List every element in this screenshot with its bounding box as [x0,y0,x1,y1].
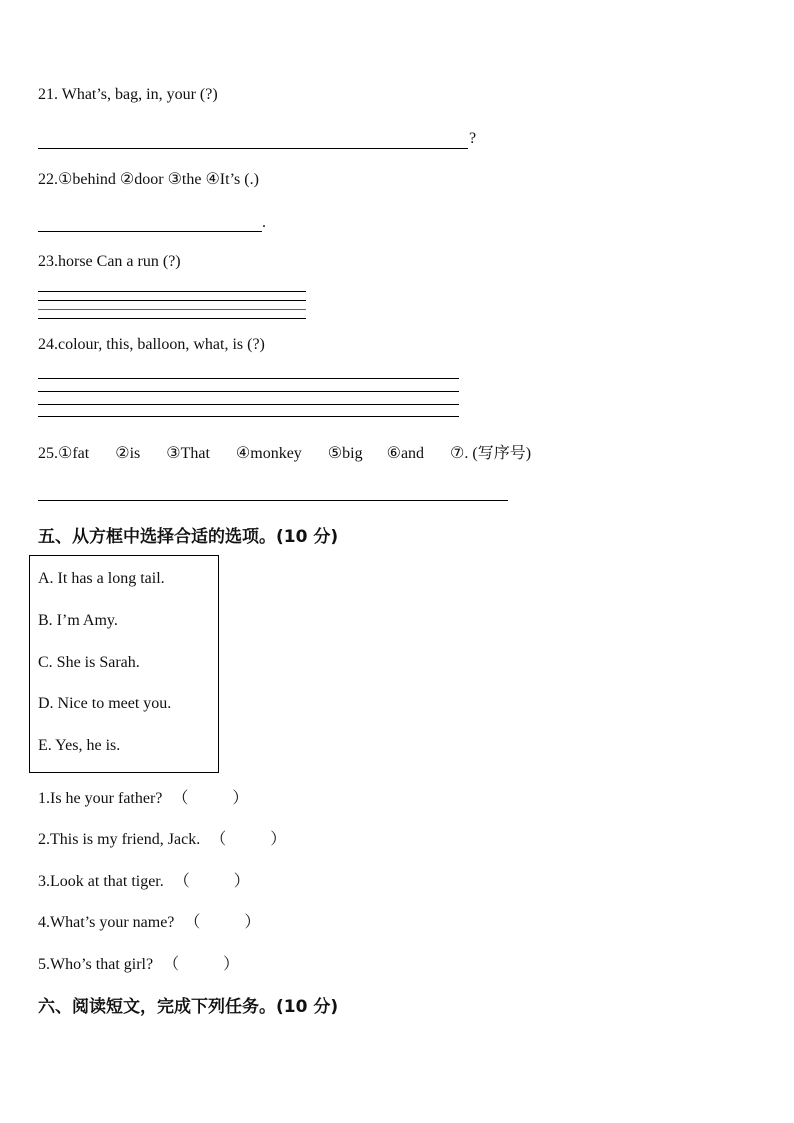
question-text: 1.Is he your father? [38,790,163,807]
writing-line-23-b [38,300,306,301]
option-e: E. Yes, he is. [38,737,121,754]
answer-21-end-mark: ? [469,130,477,147]
open-paren: （ [172,790,189,807]
close-paren: ） [233,873,250,890]
question-5-2 [38,826,286,849]
question-text: 4.What’s your name? [38,914,175,931]
q25-word-3: ③That [166,445,210,462]
answer-line-25 [38,500,508,501]
close-paren: ） [223,956,240,973]
q25-word-5: ⑤big [327,445,363,462]
question-21-prompt: 21. What’s, bag, in, your (?) [38,86,218,103]
question-text: 5.Who’s that girl? [38,956,154,973]
section-6-heading: 六、阅读短文，完成下列任务。(10 分) [38,997,339,1017]
answer-22-end-mark: . [262,214,266,231]
question-23-prompt: 23.horse Can a run (?) [38,253,181,270]
close-paren: ） [244,914,261,931]
q25-word-1: 25.①fat [38,445,90,462]
section-5-heading: 五、从方框中选择合适的选项。(10 分) [38,527,339,547]
close-paren: ） [270,831,287,848]
question-25-prompt [38,440,531,463]
q25-word-2: ②is [115,445,141,462]
open-paren: （ [173,873,190,890]
writing-line-23-d [38,318,306,319]
question-text: 2.This is my friend, Jack. [38,831,201,848]
close-paren: ） [232,790,249,807]
question-5-1 [38,785,248,808]
q25-word-6: ⑥and [386,445,425,462]
option-c: C. She is Sarah. [38,654,140,671]
writing-line-23-c [38,309,306,310]
open-paren: （ [184,914,201,931]
answer-line-22 [38,231,262,232]
writing-line-24-b [38,391,459,392]
question-22-prompt: 22.①behind ②door ③the ④It’s (.) [38,171,259,188]
q25-word-4: ④monkey [235,445,302,462]
option-a: A. It has a long tail. [38,570,165,587]
question-5-3 [38,868,250,891]
writing-line-24-c [38,404,459,405]
question-5-5 [38,951,239,974]
writing-line-23-a [38,291,306,292]
option-b: B. I’m Amy. [38,612,118,629]
writing-line-24-d [38,416,459,417]
q25-word-7: ⑦. (写序号) [450,445,532,462]
open-paren: （ [210,831,227,848]
open-paren: （ [163,956,180,973]
question-24-prompt: 24.colour, this, balloon, what, is (?) [38,336,265,353]
question-5-4 [38,909,260,932]
question-text: 3.Look at that tiger. [38,873,164,890]
writing-line-24-a [38,378,459,379]
option-d: D. Nice to meet you. [38,695,172,712]
answer-line-21 [38,148,468,149]
